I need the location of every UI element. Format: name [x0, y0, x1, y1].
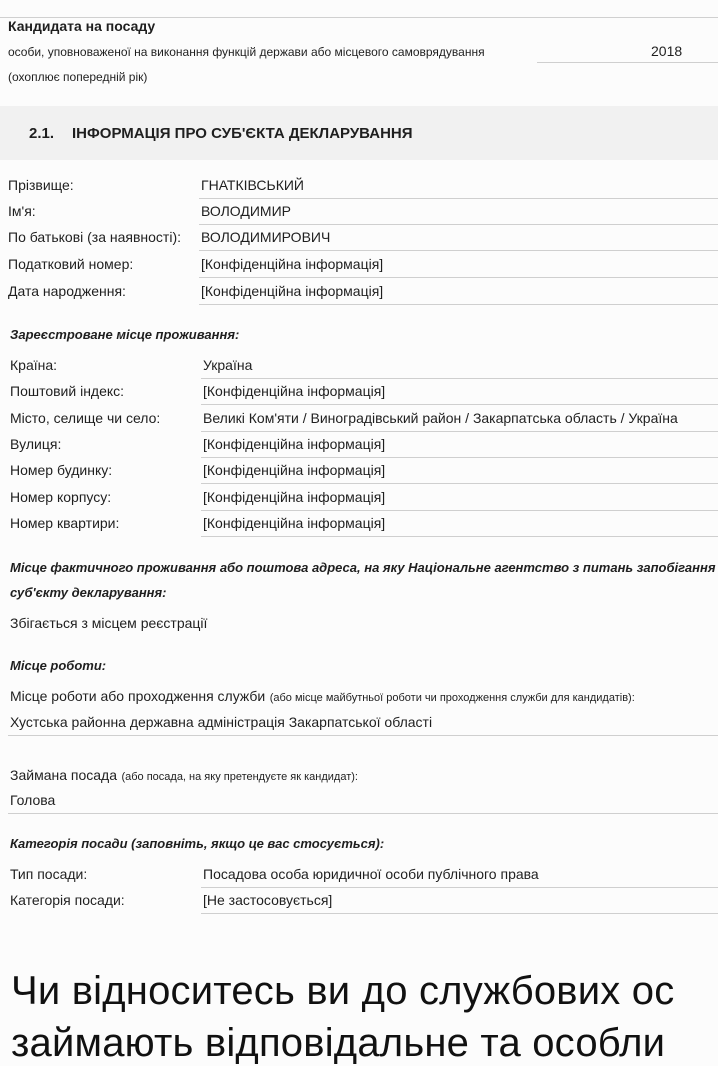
city-label: Місто, селище чи село:	[10, 410, 161, 426]
postal-code-label: Поштовий індекс:	[10, 383, 125, 399]
row-underline	[201, 510, 718, 511]
post-category-label: Категорія посади:	[10, 892, 125, 908]
work-place-label-line	[10, 688, 635, 706]
patronymic-value: ВОЛОДИМИРОВИЧ	[201, 229, 331, 245]
year-underline	[537, 62, 718, 63]
country-value: Україна	[203, 357, 253, 373]
residence-heading: Зареєстроване місце проживання:	[10, 327, 240, 342]
apartment-label: Номер квартири:	[10, 515, 120, 531]
name-value: ВОЛОДИМИР	[201, 203, 291, 219]
period-note: (охоплює попередній рік)	[8, 70, 148, 84]
city-value: Великі Ком'яти / Виноградівський район / Закарпатська область / Україна	[203, 410, 678, 426]
post-type-label: Тип посади:	[10, 866, 88, 882]
post-type-value: Посадова особа юридичної особи публічного права	[203, 866, 539, 882]
surname-value: ГНАТКІВСЬКИЙ	[201, 177, 304, 193]
actual-residence-value: Збігається з місцем реєстрації	[10, 615, 208, 631]
building-value: [Конфіденційна інформація]	[203, 489, 386, 505]
section-title: ІНФОРМАЦІЯ ПРО СУБ'ЄКТА ДЕКЛАРУВАННЯ	[72, 125, 413, 142]
question-line2: займають відповідальне та особли	[11, 1021, 666, 1065]
row-underline	[201, 457, 718, 458]
surname-label: Прізвище:	[8, 177, 74, 193]
work-place-note: (або місце майбутньої роботи чи проходження служби для кандидатів):	[269, 692, 635, 704]
apartment-value: [Конфіденційна інформація]	[203, 515, 386, 531]
section-number: 2.1.	[29, 125, 55, 142]
post-category-value: [Не застосовується]	[203, 892, 333, 908]
house-number-label: Номер будинку:	[10, 462, 113, 478]
birth-date-value: [Конфіденційна інформація]	[201, 283, 384, 299]
question-line1: Чи відноситесь ви до службових ос	[11, 969, 675, 1013]
row-underline	[199, 198, 718, 199]
row-underline	[199, 250, 718, 251]
work-heading: Місце роботи:	[10, 658, 107, 673]
row-underline	[201, 913, 718, 914]
actual-residence-heading-line2: суб'єкту декларування:	[10, 585, 167, 600]
row-underline	[201, 483, 718, 484]
position-note: (або посада, на яку претендуєте як кандидат):	[121, 771, 358, 783]
tax-number-value: [Конфіденційна інформація]	[201, 256, 384, 272]
actual-residence-heading-line1: Місце фактичного проживання або поштова адреса, на яку Національне агентство з питань запобігання	[10, 560, 716, 575]
position-value: Голова	[10, 792, 56, 808]
row-underline	[199, 277, 718, 278]
form-title: Кандидата на посаду	[8, 18, 156, 34]
building-label: Номер корпусу:	[10, 489, 112, 505]
postal-code-value: [Конфіденційна інформація]	[203, 383, 386, 399]
row-underline	[201, 536, 718, 537]
declaration-year: 2018	[651, 43, 683, 59]
row-underline	[201, 404, 718, 405]
row-underline	[199, 224, 718, 225]
row-underline	[201, 887, 718, 888]
category-heading: Категорія посади (заповніть, якщо це вас стосується):	[10, 836, 385, 851]
house-number-value: [Конфіденційна інформація]	[203, 462, 386, 478]
work-place-value: Хустська районна державна адміністрація Закарпатської області	[10, 714, 433, 730]
name-label: Ім'я:	[8, 203, 36, 219]
row-underline	[8, 813, 718, 814]
row-underline	[8, 735, 718, 736]
tax-number-label: Податковий номер:	[8, 256, 134, 272]
country-label: Країна:	[10, 357, 58, 373]
street-value: [Конфіденційна інформація]	[203, 436, 386, 452]
row-underline	[199, 304, 718, 305]
work-place-label: Місце роботи або проходження служби	[10, 688, 266, 704]
position-label: Займана посада	[10, 767, 117, 783]
position-label-line	[10, 767, 358, 785]
birth-date-label: Дата народження:	[8, 283, 126, 299]
form-subtitle: особи, уповноваженої на виконання функцій держави або місцевого самоврядування	[8, 45, 485, 59]
street-label: Вулиця:	[10, 436, 62, 452]
patronymic-label: По батькові (за наявності):	[8, 229, 182, 245]
row-underline	[201, 431, 718, 432]
row-underline	[201, 378, 718, 379]
